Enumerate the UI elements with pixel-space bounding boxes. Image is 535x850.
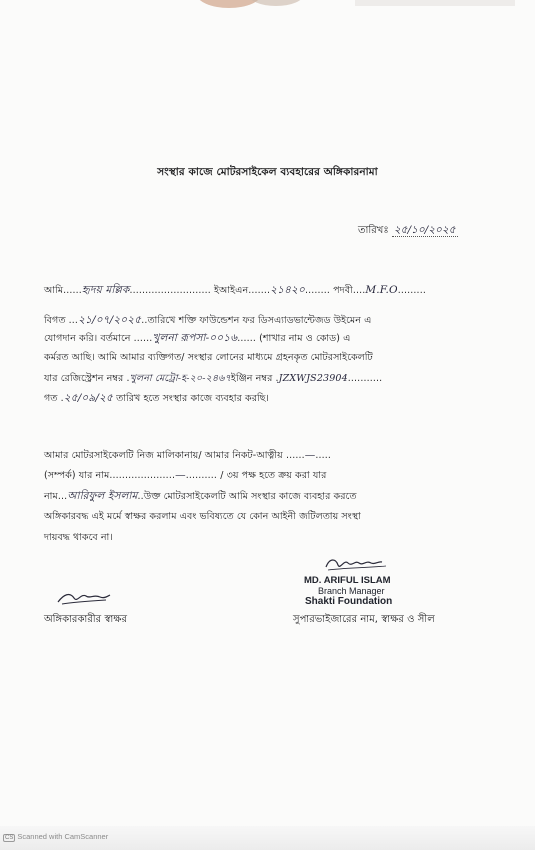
p1-l3-text-b: (শাখার নাম ও কোড) এ (259, 333, 351, 344)
seller-name: আরিফুল ইসলাম (67, 490, 138, 502)
engine-number: JZXWJS23904 (278, 373, 348, 384)
dots: .......... (185, 470, 218, 481)
dots: ...... (133, 333, 153, 344)
supervisor-signature-label: সুপারভাইজারের নাম, স্বাক্ষর ও সীল (293, 614, 435, 625)
dots: ........ (304, 285, 331, 296)
p1-l2-text-b: তারিখে শক্তি ফাউন্ডেশন ফর ডিসএ্যাডভান্টেজড উইমেন এ (147, 315, 372, 326)
dots: .... (352, 285, 366, 296)
p2-line-3 (44, 489, 357, 506)
employee-ein: ২১৪২০ (270, 284, 305, 296)
scanner-watermark-text: Scanned with CamScanner (17, 832, 109, 841)
applicant-signature-label: অঙ্গিকারকারীর স্বাক্ষর (44, 614, 128, 625)
p1-line-2 (44, 313, 371, 330)
p1-l5-text-a: যার রেজিস্ট্রেশন নম্বর (44, 373, 124, 384)
employee-designation: M.F.O (365, 284, 398, 296)
dots: ......... (397, 285, 426, 296)
p1-line-5 (44, 371, 382, 387)
date-value: ২৫/১০/২০২৫ (393, 224, 456, 236)
supervisor-stamp-org: Shakti Foundation (305, 596, 393, 607)
usage-from-date: ২৫/০৯/২৫ (63, 392, 113, 404)
p1-l2-text-a: বিগত (44, 315, 66, 326)
p1-line-4: কর্মরত আছি। আমি আমার ব্যক্তিগত/ সংস্থার লোনের মাধ্যমে গ্রহনকৃত মোটরসাইকেলটি (44, 352, 373, 363)
p1-line-3 (44, 331, 350, 348)
p1-l3-text-a: যোগদান করি। বর্তমানে (44, 333, 131, 344)
dots: ...... (285, 450, 305, 461)
p1-l1-text-c: পদবী (333, 285, 353, 296)
photo-edge-paper (355, 0, 515, 6)
p1-line-1 (44, 283, 426, 300)
dots: ....... (248, 285, 271, 296)
dots: .......................... (129, 285, 211, 296)
relation-blank: — (175, 469, 186, 481)
dots: ..... (315, 450, 332, 461)
relative-blank: — (304, 449, 316, 461)
dots: . (126, 373, 130, 384)
applicant-signature (54, 584, 114, 610)
supervisor-stamp-name: MD. ARIFUL ISLAM (304, 575, 391, 586)
camscanner-icon: CS (5, 835, 14, 841)
p2-line-5: দায়বদ্ধ থাকবে না। (44, 532, 113, 543)
dots: . (60, 393, 64, 404)
p2-l3-text-a: নাম (44, 491, 58, 502)
document-title: সংস্থার কাজে মোটরসাইকেল ব্যবহারের অঙ্গিকারনামা (157, 166, 378, 178)
supervisor-signature (322, 553, 390, 575)
dots: ........... (347, 373, 383, 384)
dots: ...... (237, 333, 256, 344)
dots: ...... (63, 285, 82, 296)
date-line (358, 223, 458, 240)
photo-edge-finger (196, 0, 262, 8)
join-date: ২১/০৭/২০২৫ (78, 314, 142, 326)
employee-name: হৃদয় মল্লিক (81, 284, 130, 296)
p1-line-6 (44, 391, 269, 408)
dots: ..................... (109, 470, 176, 481)
p2-l2-text-b: / ৩য় পক্ষ হতে ক্রয় করা যার (220, 470, 327, 481)
registration-number: খুলনা মেট্রো-হ-২০-২৪৬৭ (129, 373, 231, 384)
date-label: তারিখঃ (358, 225, 389, 236)
p2-l1-text: আমার মোটরসাইকেলটি নিজ মালিকানায়/ আমার নিকট-আত্নীয় (44, 450, 283, 461)
p1-l6-text-a: গত (44, 393, 58, 404)
p1-l5-text-b: ইঞ্জিন নম্বর (230, 373, 273, 384)
dots: . (275, 373, 279, 384)
dots: .. (137, 491, 144, 502)
scanner-watermark (0, 832, 108, 842)
supervisor-stamp-role: Branch Manager (318, 586, 385, 596)
p1-l1-text-b: ইআইএন (214, 285, 249, 296)
p2-line-1 (44, 448, 331, 463)
branch-name-code: খুলনা রূপসা-০০১৬ (152, 332, 238, 344)
photo-edge-shadow (248, 0, 304, 6)
p2-line-4: অঙ্গিকারবদ্ধ এই মর্মে স্বাক্ষর করলাম এবং ভবিষ্যতে যে কোন আইনী জটিলতায় সংস্থা (44, 511, 361, 522)
dots: ... (68, 315, 79, 326)
p1-l6-text-b: তারিখ হতে সংস্থার কাজে ব্যবহার করছি। (116, 393, 270, 404)
p1-l1-text-a: আমি (44, 285, 64, 296)
p2-l3-text-b: উক্ত মোটরসাইকেলটি আমি সংস্থার কাজে ব্যবহার করতে (143, 491, 357, 502)
dots: ... (57, 491, 68, 502)
dots: .. (141, 315, 148, 326)
p2-line-2 (44, 468, 326, 483)
p2-l2-text-a: (সম্পর্ক) যার নাম (44, 470, 110, 481)
